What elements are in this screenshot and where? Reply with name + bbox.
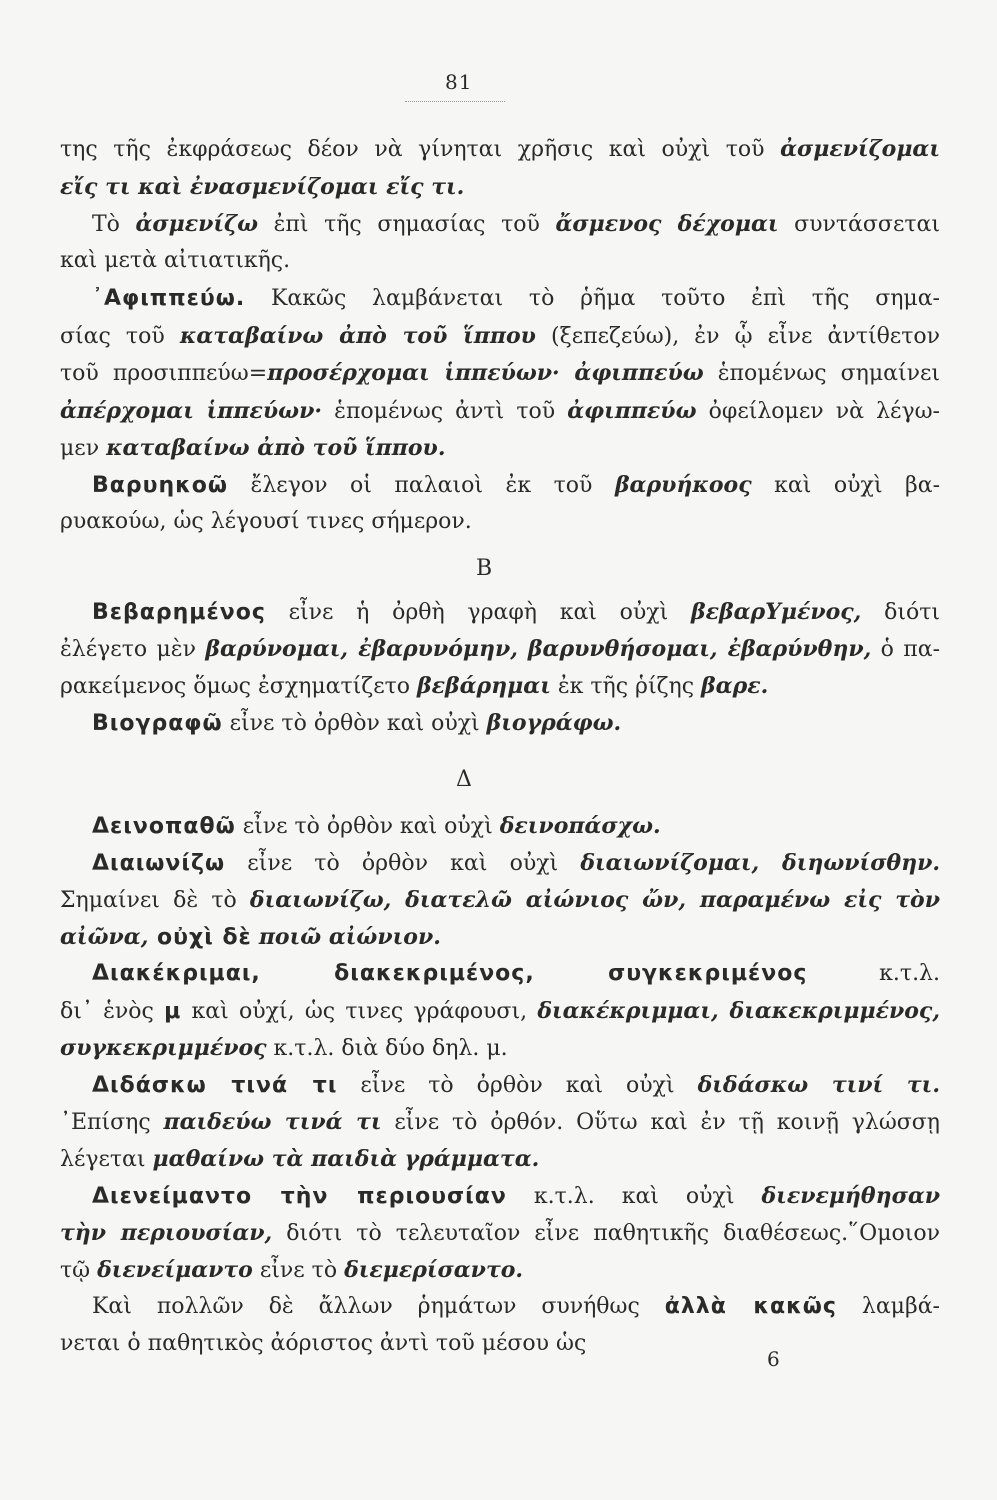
body-text: εἶνε τὸ ὀρθόν. Οὕτω καὶ ἐν τῇ κοινῇ γλώσσῃ [381,1110,940,1135]
headword: Βαρυηκοῶ [92,473,229,498]
headword: ᾿Αφιππεύω. [92,286,246,311]
emphasis-text: προσέρχομαι ἱππεύων· ἀφιππεύω [267,360,704,386]
text-line [92,852,940,875]
body-text: ρακείμενος ὅμως ἐσχηματίζετο [60,674,418,699]
body-text: ἐκ τῆς ῥίζης [550,674,702,699]
body-text: ἐλέγετο μὲν [60,637,206,662]
text-line [60,511,940,533]
text-line [60,1000,940,1023]
text-line [60,1222,940,1245]
body-text: ἑπομένως σημαίνει [703,361,941,386]
body-text: διότι τὸ τελευταῖον εἶνε παθητικῆς διαθέσεως.῞Ομοιον [272,1221,940,1246]
headword: Βιογραφῶ [92,711,223,736]
body-text: λέγεται [60,1147,153,1172]
body-text: εἶνε τὸ ὀρθὸν καὶ οὐχὶ [225,851,581,876]
headword: Δεινοπαθῶ [92,814,236,839]
emphasis-text: ποιῶ αἰώνιον. [258,924,441,950]
text-line [92,601,940,624]
header-rule [405,101,505,102]
body-text: καὶ μετὰ αἰτιατικῆς. [60,248,291,273]
text-line [60,1333,940,1355]
body-text: κ.τ.λ. διὰ δύο δηλ. μ. [266,1036,508,1061]
body-text: τοῦ προσιππεύω= [60,361,268,386]
emphasis-text: διενείμαντο [97,1257,253,1283]
emphasis-text: δεινοπάσχω. [499,813,661,839]
text-line [60,889,940,912]
body-text: σίας τοῦ [60,324,180,349]
headword: ἀλλὰ κακῶς [664,1294,837,1319]
page-number: 81 [445,70,473,94]
body-text: Κακῶς λαμβάνεται τὸ ῥῆμα τοῦτο ἐπὶ τῆς σημα- [245,286,940,311]
emphasis-text: ἀσμενίζομαι [780,136,940,162]
text-line [60,325,940,348]
section-letter-b: Β [476,556,493,581]
emphasis-text: βεβαρΥμένος, [691,599,862,625]
text-line [60,1111,940,1134]
text-line [60,926,940,949]
emphasis-text: διαιωνίζομαι, διηωνίσθην. [580,850,941,876]
emphasis-text: εἴς τι καὶ ἐνασμενίζομαι εἴς τι. [60,174,465,200]
text-line [92,1074,940,1097]
body-text: Σημαίνει δὲ τὸ [60,888,250,913]
emphasis-text: ἀφιππεύω [567,398,697,424]
body-text: εἶνε τὸ ὀρθὸν καὶ οὐχὶ [337,1073,698,1098]
section-letter-d: Δ [456,767,472,792]
emphasis-text: βεβάρημαι [417,673,551,699]
emphasis-text: βιογράφω. [486,710,622,736]
body-text: καὶ οὐχὶ βα- [751,473,941,498]
emphasis-text: βαρύνομαι, ἐβαρυνόμην, βαρυνθήσομαι, ἐβαρύνθην, [205,636,872,662]
emphasis-text: βαρε. [701,673,769,699]
body-text: εἶνε ἡ ὀρθὴ γραφὴ καὶ οὐχὶ [265,600,692,625]
emphasis-text: καταβαίνω ἀπὸ τοῦ ἵππου. [106,435,446,461]
headword: Διαιωνίζω [92,851,226,876]
emphasis-text: παιδεύω τινά τι [163,1109,382,1135]
body-text: κ.τ.λ. [807,961,940,986]
body-text: ὁ πα- [871,637,941,662]
body-text: ἔλεγον οἱ παλαιοὶ ἐκ τοῦ [228,473,615,498]
body-text: ἑπομένως ἀντὶ τοῦ [322,399,568,424]
body-text: ᾿Επίσης [60,1110,164,1135]
headword: Διακέκριμαι, διακεκριμένος, συγκεκριμένος [92,961,808,986]
body-text: συντάσσεται [778,212,940,237]
body-text: ὀφείλομεν νὰ λέγω- [696,399,940,424]
emphasis-text: μαθαίνω τὰ παιδιὰ γράμματα. [152,1146,540,1172]
text-line [60,138,940,161]
body-text: (ξεπεζεύω), ἐν ᾧ εἶνε ἀντίθετον [535,324,940,349]
body-text: καὶ οὐχί, ὡς τινες γράφουσι, [181,999,538,1024]
text-line [60,675,940,698]
body-text: ἐπὶ τῆς σημασίας τοῦ [258,212,556,237]
text-line [60,1037,940,1060]
text-line [60,437,940,460]
emphasis-text: διδάσκω τινί τι. [697,1072,940,1098]
emphasis-text: διαιωνίζω, διατελῶ αἰώνιος ὤν, παραμένω εἰς τὸν [249,887,940,913]
headword: Βεβαρημένος [92,600,266,625]
body-text: μεν [60,436,107,461]
body-text: δι᾿ ἑνὸς [60,999,165,1024]
text-line [92,815,940,838]
emphasis-text: ἀσμενίζω [135,211,259,237]
emphasis-text: καταβαίνω ἀπὸ τοῦ ἵππου [179,323,536,349]
headword: Διδάσκω τινά τι [92,1073,338,1098]
emphasis-text: διεμερίσαντο. [344,1257,524,1283]
text-line [92,288,940,310]
text-line [60,176,940,199]
body-text: εἶνε τὸ [252,1258,345,1283]
body-text: εἶνε τὸ ὀρθὸν καὶ οὐχὶ [222,711,487,736]
body-text: Τὸ [92,212,136,237]
body-text: τῷ [60,1258,98,1283]
emphasis-text: ἄσμενος δέχομαι [555,211,779,237]
body-text: κ.τ.λ. καὶ οὐχὶ [506,1184,762,1209]
text-line [92,474,940,497]
body-text: διότι [861,600,941,625]
text-line [60,1259,940,1282]
emphasis-text: διενεμήθησαν [761,1183,941,1209]
body-text: νεται ὁ παθητικὸς ἀόριστος ἀντὶ τοῦ μέσου ὡς [60,1331,587,1356]
text-line [60,400,940,423]
body-text: ρυακούω, ὡς λέγουσί τινες σήμερον. [60,509,472,534]
emphasis-text: ἀπέρχομαι ἱππεύων· [60,398,323,424]
emphasis-text: αἰῶνα, [60,924,149,950]
headword: μ [164,999,182,1024]
emphasis-text: βαρυήκοος [614,472,752,498]
body-text: της τῆς ἐκφράσεως δέον νὰ γίνηται χρῆσις καὶ οὐχὶ τοῦ [60,137,781,162]
text-line [92,213,940,236]
signature-mark: 6 [767,1347,780,1371]
text-line [92,712,940,735]
body-text: Καὶ πολλῶν δὲ ἄλλων ῥημάτων συνήθως [92,1294,665,1319]
emphasis-text: διακέκριμμαι, διακεκριμμένος, [537,998,940,1024]
body-text: λαμβά- [836,1294,940,1319]
body-text: εἶνε τὸ ὀρθὸν καὶ οὐχὶ [235,814,500,839]
text-line [60,1148,940,1171]
headword: Διενείμαντο τὴν περιουσίαν [92,1184,507,1209]
emphasis-text: τὴν περιουσίαν, [60,1220,273,1246]
text-line [60,638,940,661]
text-line [92,1296,940,1318]
emphasis-text: συγκεκριμμένος [60,1035,267,1061]
text-line [60,250,940,272]
text-line [60,362,940,385]
text-line [92,1185,940,1208]
headword: οὐχὶ δὲ [148,925,252,950]
text-line [92,963,940,985]
body-text [252,925,259,950]
